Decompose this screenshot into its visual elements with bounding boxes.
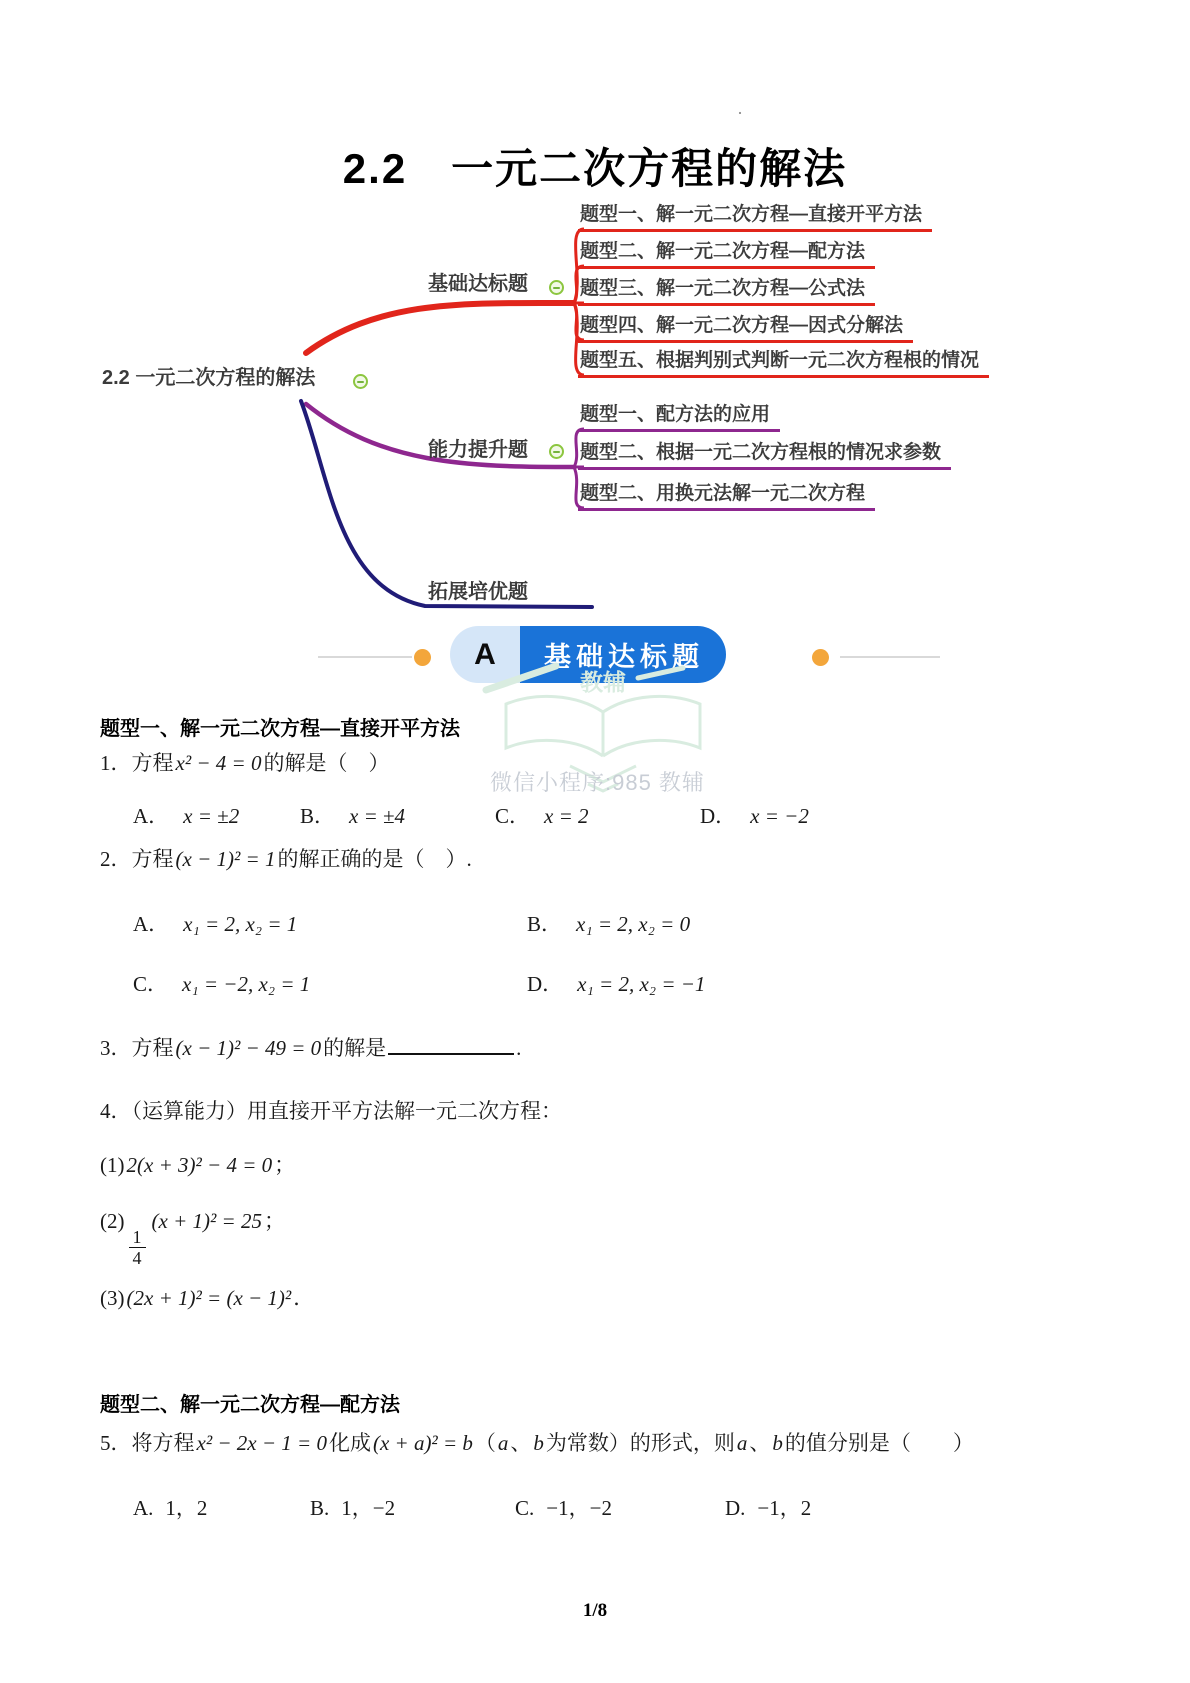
- mindmap-item: 题型二、根据一元二次方程根的情况求参数: [578, 441, 951, 470]
- text-segment: 、: [510, 1431, 532, 1455]
- text-segment: (1): [100, 1153, 125, 1177]
- option-value: x₁ = −2, x₂ = 1: [182, 972, 311, 996]
- question-4-stem: [100, 1098, 562, 1124]
- option-value: x = −2: [750, 804, 809, 828]
- badge-label: 基础达标题: [520, 626, 726, 683]
- text-segment: 4．（运算能力）用直接开平方法解一元二次方程：: [100, 1099, 562, 1123]
- option-label: C．: [495, 804, 531, 828]
- mindmap-item: 题型四、解一元二次方程—因式分解法: [578, 314, 913, 343]
- badge-dot-left: [414, 649, 431, 666]
- option-value: 1，−2: [341, 1496, 396, 1520]
- mindmap-branch-improve-label: 能力提升题: [428, 439, 528, 461]
- option-d: [725, 1492, 811, 1522]
- option-label: D．: [527, 972, 564, 996]
- option-value: x₁ = 2, x₂ = 1: [183, 912, 298, 936]
- question-2-options-row1: [0, 908, 1190, 940]
- text-segment: ．: [293, 1286, 315, 1310]
- option-c: [133, 968, 312, 998]
- fraction: $\frac{1}{4}$: [129, 1228, 146, 1269]
- question-4-part-3: [100, 1285, 314, 1311]
- option-label: D.: [725, 1496, 746, 1520]
- answer-blank: [388, 1032, 514, 1055]
- collapse-minus-icon[interactable]: [549, 280, 564, 295]
- text-segment: 的解是: [323, 1036, 387, 1060]
- math-expression: (2x + 1)² = (x − 1)²: [126, 1286, 292, 1310]
- mindmap-branch-basic-label: 基础达标题: [428, 273, 528, 295]
- option-value: −1，2: [757, 1496, 812, 1520]
- watermark-book-text: 教辅: [580, 669, 626, 695]
- math-expression: b: [772, 1431, 783, 1455]
- question-4-part-1: [100, 1152, 295, 1178]
- text-segment: 的解是（ ）: [263, 751, 390, 775]
- math-expression: x² − 4 = 0: [175, 751, 262, 775]
- mindmap-item: 题型一、解一元二次方程—直接开平方法: [578, 203, 932, 232]
- option-value: x = 2: [544, 804, 589, 828]
- math-expression: (x − 1)² − 49 = 0: [175, 1036, 322, 1060]
- badge-dot-right: [812, 649, 829, 666]
- math-expression: (x + 1)² = 25: [151, 1209, 262, 1233]
- option-label: B.: [310, 1496, 330, 1520]
- stray-mark: ·: [737, 103, 743, 123]
- text-segment: 5．将方程: [100, 1431, 195, 1455]
- option-value: −1，−2: [546, 1496, 612, 1520]
- option-label: A.: [133, 1496, 154, 1520]
- question-4-part-2: [100, 1208, 285, 1269]
- option-b: [300, 800, 407, 830]
- question-1-options: [0, 800, 1190, 832]
- collapse-minus-icon[interactable]: [549, 444, 564, 459]
- question-3-stem: [100, 1032, 521, 1061]
- question-2-stem: [100, 846, 472, 872]
- page-title: 2.2 一元二次方程的解法: [342, 145, 848, 192]
- text-segment: 、: [749, 1431, 771, 1455]
- question-2-options-row2: [0, 968, 1190, 1000]
- option-d: [700, 800, 811, 830]
- math-expression: a: [736, 1431, 748, 1455]
- text-segment: (3): [100, 1286, 125, 1310]
- collapse-minus-icon[interactable]: [353, 374, 368, 389]
- page-number: 1/8: [582, 1600, 608, 1621]
- mindmap-item: 题型一、配方法的应用: [578, 403, 780, 432]
- option-c: [495, 800, 591, 830]
- question-5-options: [0, 1492, 1190, 1524]
- option-label: C.: [515, 1496, 535, 1520]
- text-segment: (2): [100, 1209, 125, 1233]
- option-d: [527, 968, 707, 998]
- section-heading-2: 题型二、解一元二次方程—配方法: [100, 1394, 400, 1416]
- question-5-stem: [100, 1430, 974, 1456]
- mindmap-item: 题型二、用换元法解一元二次方程: [578, 482, 875, 511]
- question-1-stem: [100, 750, 389, 776]
- option-c: [515, 1492, 612, 1522]
- section-heading-1: 题型一、解一元二次方程—直接开平方法: [100, 718, 460, 740]
- watermark-caption: 微信小程序:985 教辅: [490, 770, 705, 795]
- math-expression: (x − 1)² = 1: [175, 847, 276, 871]
- text-segment: 为常数）的形式，则: [545, 1431, 735, 1455]
- text-segment: 的值分别是（ ）: [784, 1431, 974, 1455]
- mindmap-root-label: 2.2 一元二次方程的解法: [102, 367, 316, 389]
- option-label: A．: [133, 912, 170, 936]
- option-label: B．: [527, 912, 563, 936]
- option-value: 1，2: [165, 1496, 208, 1520]
- math-expression: b: [533, 1431, 544, 1455]
- badge-line-right: [840, 656, 940, 658]
- option-label: A．: [133, 804, 170, 828]
- math-expression: (x + a)² = b: [372, 1431, 473, 1455]
- mindmap-item: 题型五、根据判别式判断一元二次方程根的情况: [578, 349, 989, 378]
- mindmap-branch-expand-label: 拓展培优题: [428, 581, 528, 603]
- text-segment: （: [474, 1431, 496, 1455]
- option-a: [133, 908, 299, 938]
- text-segment: ；: [274, 1153, 296, 1177]
- badge-letter: A: [450, 626, 520, 683]
- option-b: [310, 1492, 395, 1522]
- option-value: x = ±2: [183, 804, 240, 828]
- mindmap-item: 题型二、解一元二次方程—配方法: [578, 240, 875, 269]
- mindmap-item: 题型三、解一元二次方程—公式法: [578, 277, 875, 306]
- option-label: B．: [300, 804, 336, 828]
- math-expression: a: [497, 1431, 509, 1455]
- text-segment: .: [516, 1036, 522, 1060]
- option-value: x₁ = 2, x₂ = −1: [577, 972, 706, 996]
- option-b: [527, 908, 692, 938]
- option-label: D．: [700, 804, 737, 828]
- option-a: [133, 1492, 207, 1522]
- math-expression: 2(x + 3)² − 4 = 0: [126, 1153, 273, 1177]
- math-expression: x² − 2x − 1 = 0: [196, 1431, 327, 1455]
- option-a: [133, 800, 241, 830]
- text-segment: 2．方程: [100, 847, 174, 871]
- text-segment: 1．方程: [100, 751, 174, 775]
- text-segment: 化成: [328, 1431, 371, 1455]
- text-segment: 的解正确的是（ ）.: [277, 847, 472, 871]
- option-label: C．: [133, 972, 169, 996]
- option-value: x = ±4: [349, 804, 406, 828]
- option-value: x₁ = 2, x₂ = 0: [576, 912, 691, 936]
- badge-line-left: [318, 656, 412, 658]
- text-segment: ；: [263, 1209, 285, 1233]
- text-segment: 3．方程: [100, 1036, 174, 1060]
